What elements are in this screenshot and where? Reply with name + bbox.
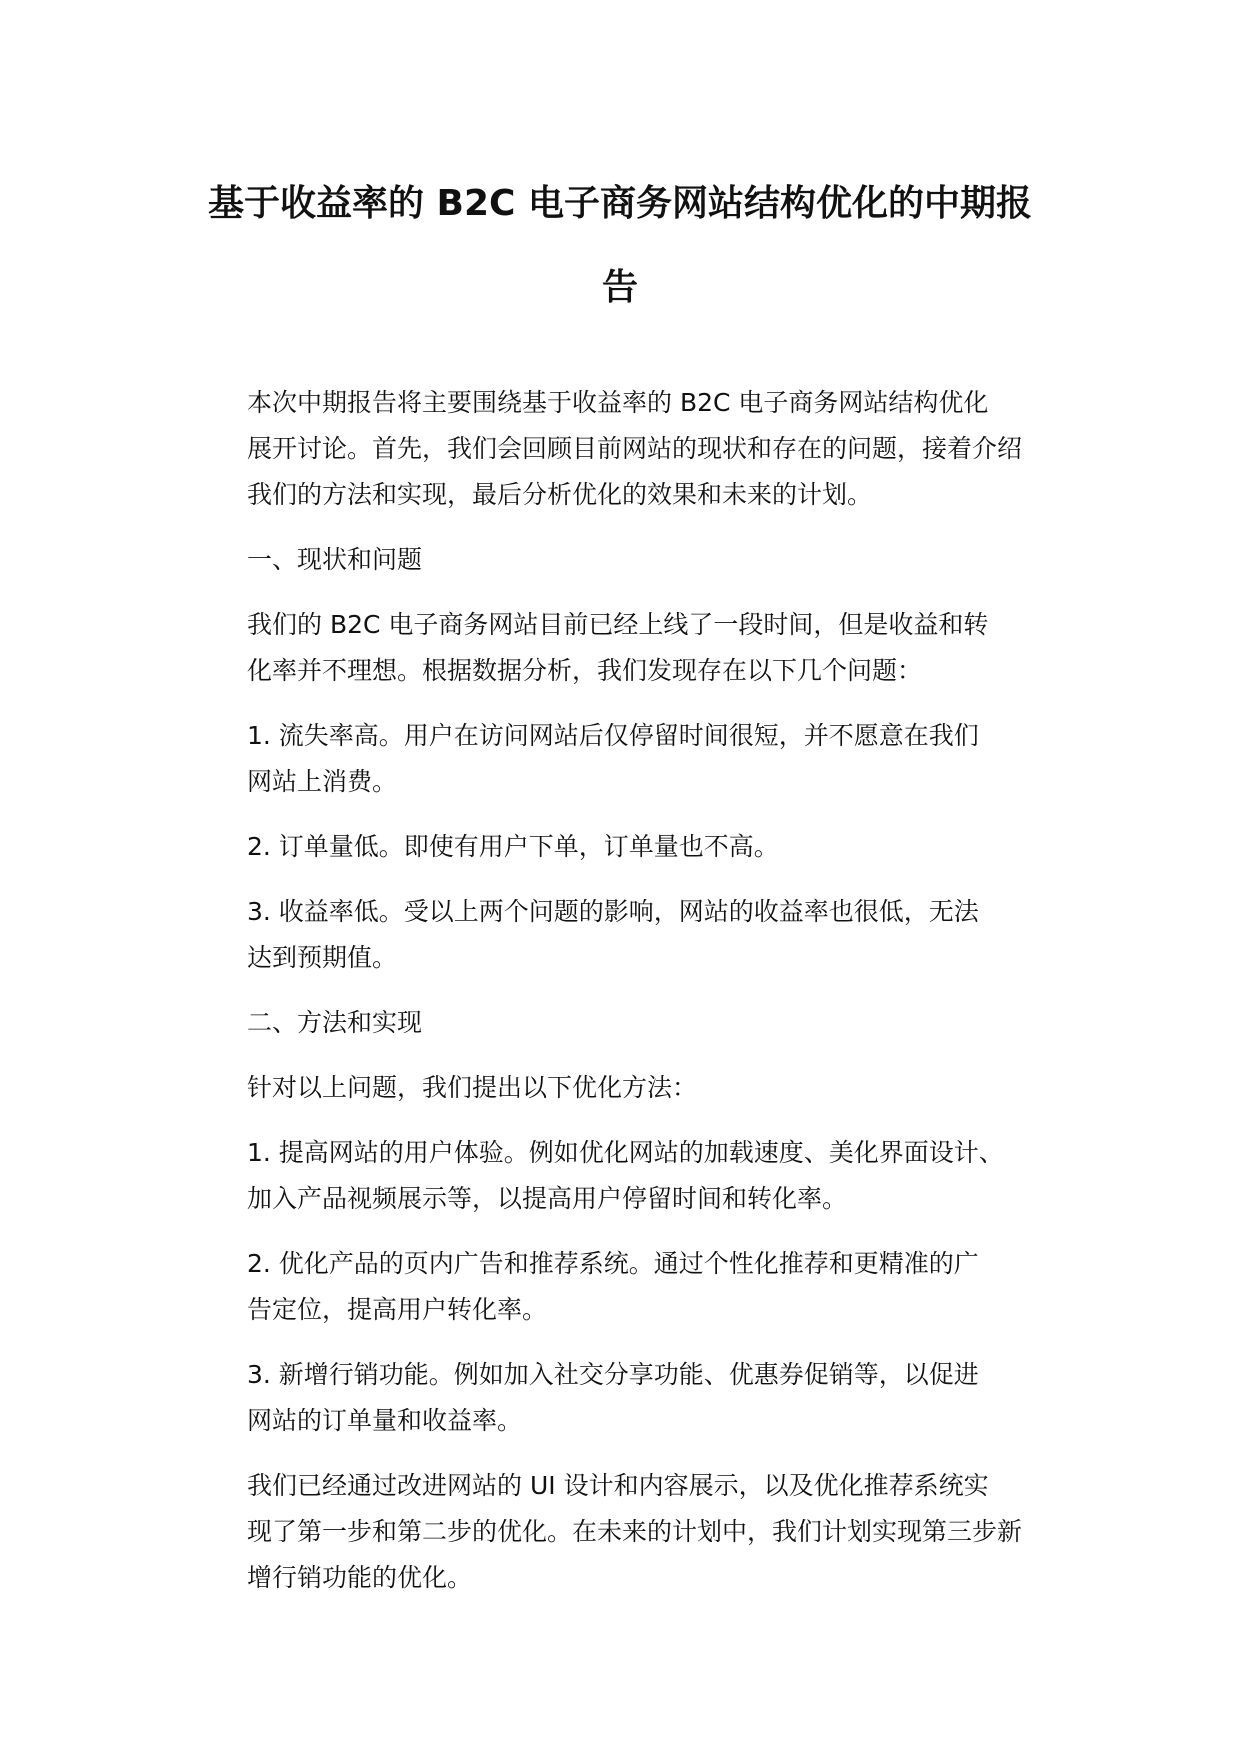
text-line: 3. 收益率低。受以上两个问题的影响，网站的收益率也很低，无法 (247, 897, 979, 926)
text-line: 网站上消费。 (247, 767, 398, 796)
paragraph-intro (189, 380, 1069, 518)
paragraph-progress (189, 1463, 1069, 1601)
text-line: 一、现状和问题 (247, 545, 423, 574)
text-line: 化率并不理想。根据数据分析，我们发现存在以下几个问题： (247, 656, 923, 685)
text-line: 本次中期报告将主要围绕基于收益率的 B2C 电子商务网站结构优化 (247, 388, 989, 417)
list-item-problem-3 (189, 889, 1069, 981)
text-line: 告定位，提高用户转化率。 (247, 1295, 548, 1324)
text-line: 增行销功能的优化。 (247, 1563, 473, 1592)
text-line: 1. 提高网站的用户体验。例如优化网站的加载速度、美化界面设计、 (247, 1138, 1004, 1167)
page-title-continued: 告 (601, 267, 638, 308)
text-line: 1. 流失率高。用户在访问网站后仅停留时间很短，并不愿意在我们 (247, 721, 979, 750)
text-line: 针对以上问题，我们提出以下优化方法： (247, 1073, 698, 1102)
paragraph-method-intro (189, 1065, 1069, 1111)
text-line: 2. 优化产品的页内广告和推荐系统。通过个性化推荐和更精准的广 (247, 1249, 979, 1278)
page-title: 基于收益率的 B2C 电子商务网站结构优化的中期报 (208, 183, 1032, 224)
text-line: 二、方法和实现 (247, 1008, 423, 1037)
list-item-method-3 (189, 1352, 1069, 1444)
list-item-method-2 (189, 1241, 1069, 1333)
text-line: 现了第一步和第二步的优化。在未来的计划中，我们计划实现第三步新 (247, 1517, 1023, 1546)
text-line: 2. 订单量低。即使有用户下单，订单量也不高。 (247, 832, 779, 861)
section-heading-method (189, 1000, 1069, 1046)
list-item-problem-1 (189, 713, 1069, 805)
text-line: 3. 新增行销功能。例如加入社交分享功能、优惠券促销等，以促进 (247, 1360, 979, 1389)
text-line: 加入产品视频展示等，以提高用户停留时间和转化率。 (247, 1184, 848, 1213)
text-line: 我们已经通过改进网站的 UI 设计和内容展示，以及优化推荐系统实 (247, 1471, 989, 1500)
paragraph-status (189, 602, 1069, 694)
list-item-method-1 (189, 1130, 1069, 1222)
list-item-problem-2 (189, 824, 1069, 870)
document-body (189, 380, 1069, 1601)
text-line: 展开讨论。首先，我们会回顾目前网站的现状和存在的问题，接着介绍 (247, 434, 1023, 463)
text-line: 达到预期值。 (247, 943, 398, 972)
text-line: 我们的 B2C 电子商务网站目前已经上线了一段时间，但是收益和转 (247, 610, 989, 639)
text-line: 我们的方法和实现，最后分析优化的效果和未来的计划。 (247, 480, 873, 509)
text-line: 网站的订单量和收益率。 (247, 1406, 523, 1435)
section-heading-status (189, 537, 1069, 583)
